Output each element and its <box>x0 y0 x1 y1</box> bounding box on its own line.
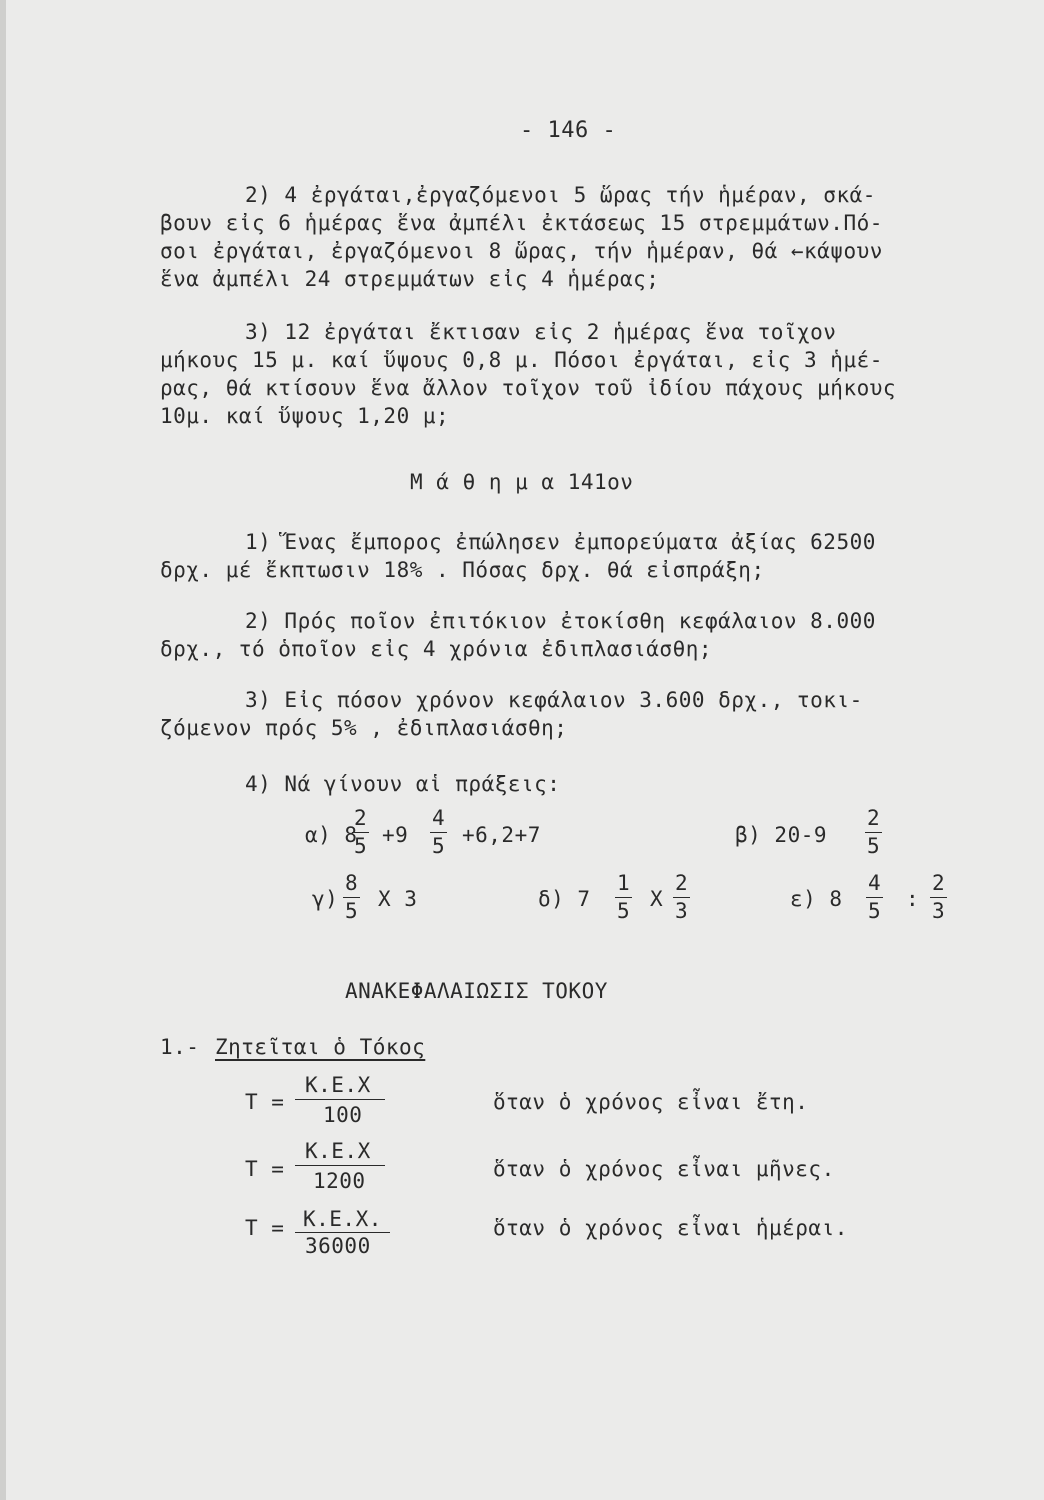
exercise-a-fraction-2 <box>430 808 447 857</box>
formula-3-fraction-bar <box>295 1232 390 1233</box>
problem-2-line-3: σοι ἐργάται, ἐργαζόμενοι 8 ὥρας, τήν ἡμέραν, θά ←κάψουν <box>160 239 883 263</box>
fraction-numerator: 2 <box>673 873 690 898</box>
fraction-denominator: 5 <box>345 899 358 923</box>
exercise-a-mid: +9 <box>382 823 409 847</box>
fraction-denominator: 5 <box>867 834 880 858</box>
formula-3-numerator: Κ.Ε.Χ. <box>303 1207 382 1231</box>
fraction-denominator: 5 <box>432 834 445 858</box>
lesson-title: Μ ά θ η μ α 141ον <box>410 470 634 494</box>
formula-3-text: ὅταν ὁ χρόνος εἶναι ἡμέραι. <box>493 1216 848 1240</box>
exercise-d-mid: X <box>650 887 664 911</box>
lesson-problem-1-line-1: 1) Ἕνας ἔμπορος ἐπώλησεν ἐμπορεύματα ἀξίας 62500 <box>245 530 876 554</box>
exercise-d-fraction-2 <box>673 873 690 922</box>
fraction-numerator: 2 <box>865 808 882 833</box>
problem-3-line-3: ρας, θά κτίσουν ἕνα ἄλλον τοῖχον τοῦ ἰδίου πάχους μήκους <box>160 376 897 400</box>
exercise-e-mid: : <box>906 887 920 911</box>
problem-2-line-1: 2) 4 ἐργάται,ἐργαζόμενοι 5 ὥρας τήν ἡμέραν, σκά- <box>245 183 876 207</box>
fraction-denominator: 5 <box>354 834 367 858</box>
exercise-g-end: X 3 <box>378 887 418 911</box>
formula-1-lhs: Τ = <box>245 1090 285 1114</box>
page-number: - 146 - <box>520 118 617 143</box>
fraction-numerator: 8 <box>343 873 360 898</box>
fraction-denominator: 5 <box>868 899 881 923</box>
lesson-problem-3-line-1: 3) Εἰς πόσον χρόνον κεφάλαιον 3.600 δρχ., τοκι- <box>245 688 863 712</box>
problem-2-line-4: ἕνα ἀμπέλι 24 στρεμμάτων εἰς 4 ἡμέρας; <box>160 267 660 291</box>
exercise-e-fraction-1 <box>866 873 883 922</box>
formula-2-numerator: Κ.Ε.Χ <box>305 1139 371 1163</box>
formula-2-fraction-bar <box>295 1165 385 1166</box>
formula-1-text: ὅταν ὁ χρόνος εἶναι ἔτη. <box>493 1090 809 1114</box>
exercise-d-fraction-1 <box>615 873 632 922</box>
fraction-numerator: 2 <box>352 808 369 833</box>
exercise-a-end: +6,2+7 <box>462 823 541 847</box>
recap-item-number: 1.- <box>160 1035 200 1059</box>
formula-2-denominator: 1200 <box>313 1169 366 1193</box>
fraction-denominator: 3 <box>932 899 945 923</box>
fraction-denominator: 3 <box>675 899 688 923</box>
fraction-numerator: 1 <box>615 873 632 898</box>
page-edge <box>0 0 6 1500</box>
problem-3-line-2: μήκους 15 μ. καί ὕψους 0,8 μ. Πόσοι ἐργάται, εἰς 3 ἡμέ- <box>160 348 883 372</box>
fraction-numerator: 4 <box>866 873 883 898</box>
recap-title: ΑΝΑΚΕΦΑΛΑΙΩΣΙΣ ΤΟΚΟΥ <box>345 979 608 1003</box>
lesson-problem-2-line-2: δρχ., τό ὁποῖον εἰς 4 χρόνια ἐδιπλασιάσθη; <box>160 637 713 661</box>
fraction-denominator: 5 <box>617 899 630 923</box>
exercise-d-label: δ) 7 <box>538 887 591 911</box>
formula-1-fraction-bar <box>295 1099 385 1100</box>
problem-3-line-4: 10μ. καί ὕψους 1,20 μ; <box>160 404 450 428</box>
exercise-a-fraction-1 <box>352 808 369 857</box>
exercise-e-label: ε) 8 <box>790 887 843 911</box>
exercise-b-fraction <box>865 808 882 857</box>
recap-item-title: Ζητεῖται ὁ Τόκος <box>215 1035 426 1059</box>
exercise-g-label: γ) <box>312 887 339 911</box>
formula-3-denominator: 36000 <box>305 1234 371 1258</box>
formula-2-lhs: Τ = <box>245 1157 285 1181</box>
exercise-a-label: α) 8 <box>305 823 358 847</box>
exercise-e-fraction-2 <box>930 873 947 922</box>
fraction-numerator: 4 <box>430 808 447 833</box>
lesson-problem-4: 4) Νά γίνουν αἱ πράξεις: <box>245 772 561 796</box>
problem-3-line-1: 3) 12 ἐργάται ἔκτισαν εἰς 2 ἡμέρας ἕνα τοῖχον <box>245 320 837 344</box>
fraction-numerator: 2 <box>930 873 947 898</box>
exercise-g-fraction <box>343 873 360 922</box>
lesson-problem-2-line-1: 2) Πρός ποῖον ἐπιτόκιον ἐτοκίσθη κεφάλαιον 8.000 <box>245 609 876 633</box>
lesson-problem-1-line-2: δρχ. μέ ἔκπτωσιν 18% . Πόσας δρχ. θά εἰσπράξη; <box>160 558 765 582</box>
formula-1-numerator: Κ.Ε.Χ <box>305 1073 371 1097</box>
formula-2-text: ὅταν ὁ χρόνος εἶναι μῆνες. <box>493 1157 835 1181</box>
exercise-b-label: β) 20-9 <box>735 823 828 847</box>
problem-2-line-2: βουν εἰς 6 ἡμέρας ἕνα ἀμπέλι ἐκτάσεως 15 στρεμμάτων.Πό- <box>160 211 883 235</box>
formula-1-denominator: 100 <box>323 1103 363 1127</box>
lesson-problem-3-line-2: ζόμενον πρός 5% , ἐδιπλασιάσθη; <box>160 716 568 740</box>
formula-3-lhs: Τ = <box>245 1216 285 1240</box>
